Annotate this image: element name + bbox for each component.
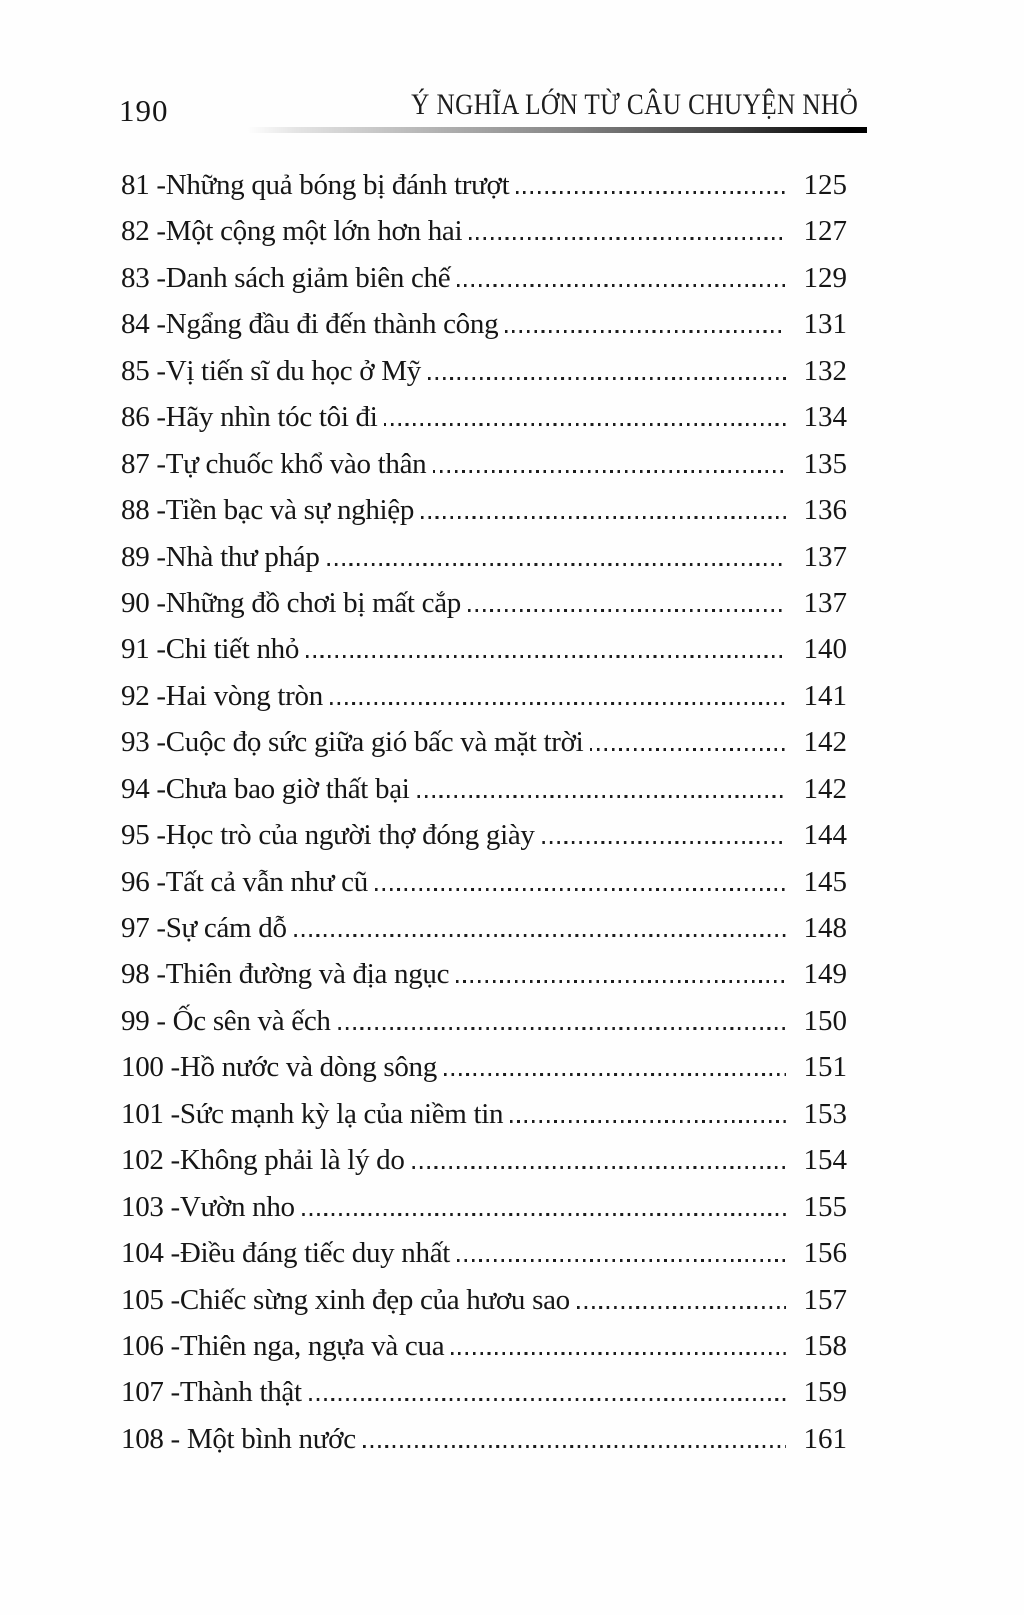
header-gradient-rule — [247, 127, 867, 133]
toc-entry-label: 108 - Một bình nước — [121, 1422, 356, 1455]
dot-leader — [338, 1027, 786, 1030]
toc-entry-page: 136 — [803, 494, 847, 527]
dot-leader — [468, 609, 786, 612]
toc-entry — [121, 535, 847, 581]
toc-entry — [121, 442, 847, 488]
toc-entry — [121, 349, 847, 395]
dot-leader — [294, 934, 786, 937]
toc-entry-page: 132 — [803, 354, 847, 387]
toc-entry-page: 135 — [803, 447, 847, 480]
toc-entry — [121, 906, 847, 952]
toc-entry-page: 137 — [803, 586, 847, 619]
toc-entry-label: 101 -Sức mạnh kỳ lạ của niềm tin — [121, 1097, 504, 1130]
running-head-title: Ý NGHĨA LỚN TỪ CÂU CHUYỆN NHỎ — [410, 88, 858, 121]
toc-entry-page: 129 — [803, 261, 847, 294]
toc-entry-label: 107 -Thành thật — [121, 1376, 302, 1409]
dot-leader — [505, 330, 786, 333]
toc-entry-page: 158 — [803, 1329, 847, 1362]
toc-entry — [121, 395, 847, 441]
toc-entry-label: 104 -Điều đáng tiếc duy nhất — [121, 1237, 451, 1270]
toc-entry-page: 161 — [803, 1422, 847, 1455]
toc-entry-page: 142 — [803, 726, 847, 759]
dot-leader — [302, 1213, 786, 1216]
toc-entry — [121, 1045, 847, 1091]
toc-entry — [121, 302, 847, 348]
toc-entry-page: 149 — [803, 958, 847, 991]
toc-entry-label: 89 -Nhà thư pháp — [121, 540, 320, 573]
toc-entry-page: 140 — [803, 633, 847, 666]
toc-entry-label: 102 -Không phải là lý do — [121, 1144, 405, 1177]
toc-entry — [121, 581, 847, 627]
toc-entry-page: 125 — [803, 169, 847, 201]
toc-entry-label: 96 -Tất cả vẫn như cũ — [121, 865, 368, 898]
toc-entry — [121, 813, 847, 859]
toc-entry-label: 87 -Tự chuốc khổ vào thân — [121, 447, 427, 480]
toc-entry — [121, 1324, 847, 1370]
toc-entry-label: 94 -Chưa bao giờ thất bại — [121, 772, 410, 805]
toc-entry-label: 81 -Những quả bóng bị đánh trượt — [121, 169, 510, 201]
toc-entry-label: 100 -Hồ nước và dòng sông — [121, 1051, 437, 1084]
toc-entry-label: 95 -Học trò của người thợ đóng giày — [121, 819, 535, 852]
toc-entry-page: 131 — [803, 308, 847, 341]
toc-entry — [121, 674, 847, 720]
toc-entry-label: 98 -Thiên đường và địa ngục — [121, 958, 450, 991]
toc-entry-page: 159 — [803, 1376, 847, 1409]
toc-entry-label: 105 -Chiếc sừng xinh đẹp của hươu sao — [121, 1283, 570, 1316]
dot-leader — [428, 377, 786, 380]
toc-entry-page: 137 — [803, 540, 847, 573]
dot-leader — [421, 516, 786, 519]
toc-entry — [121, 1092, 847, 1138]
dot-leader — [363, 1445, 786, 1448]
toc-entry-label: 85 -Vị tiến sĩ du học ở Mỹ — [121, 354, 421, 387]
toc-entry — [121, 999, 847, 1045]
toc-entry — [121, 488, 847, 534]
toc-entry — [121, 720, 847, 766]
toc-entry — [121, 1231, 847, 1277]
toc-entry-page: 144 — [803, 819, 847, 852]
toc-entry-page: 134 — [803, 401, 847, 434]
toc-entry — [121, 163, 847, 209]
toc-entry-label: 93 -Cuộc đọ sức giữa gió bấc và mặt trời — [121, 726, 584, 759]
toc-entry — [121, 860, 847, 906]
toc-entry-label: 88 -Tiền bạc và sự nghiệp — [121, 494, 415, 527]
dot-leader — [510, 1120, 786, 1123]
dot-leader — [384, 423, 786, 426]
toc-entry-label: 99 - Ốc sên và ếch — [121, 1004, 331, 1037]
toc-entry — [121, 1138, 847, 1184]
toc-entry-page: 157 — [803, 1283, 847, 1316]
toc-entry-label: 82 -Một cộng một lớn hơn hai — [121, 215, 463, 248]
toc-entry — [121, 1278, 847, 1324]
toc-entry-label: 84 -Ngẩng đầu đi đến thành công — [121, 308, 499, 341]
dot-leader — [542, 841, 786, 844]
toc-entry-label: 90 -Những đồ chơi bị mất cắp — [121, 586, 461, 619]
toc-entry-page: 142 — [803, 772, 847, 805]
page-number: 190 — [119, 93, 169, 128]
toc-entry-page: 151 — [803, 1051, 847, 1084]
toc-entry — [121, 1370, 847, 1416]
toc-entry — [121, 209, 847, 255]
dot-leader — [330, 702, 786, 705]
toc-entry — [121, 952, 847, 998]
toc-entry-page: 145 — [803, 865, 847, 898]
toc-entry-label: 103 -Vườn nho — [121, 1190, 295, 1223]
dot-leader — [433, 470, 786, 473]
dot-leader — [457, 284, 786, 287]
dot-leader — [516, 191, 786, 194]
dot-leader — [309, 1398, 786, 1401]
toc-entry-page: 148 — [803, 912, 847, 944]
dot-leader — [469, 237, 786, 240]
toc-entry — [121, 767, 847, 813]
toc-list — [121, 163, 847, 1463]
toc-entry-page: 155 — [803, 1190, 847, 1223]
toc-entry-page: 141 — [803, 679, 847, 712]
dot-leader — [444, 1073, 786, 1076]
dot-leader — [451, 1352, 786, 1355]
toc-entry — [121, 627, 847, 673]
toc-entry-label: 97 -Sự cám dỗ — [121, 912, 287, 944]
toc-entry-label: 86 -Hãy nhìn tóc tôi đi — [121, 401, 378, 434]
toc-entry-label: 83 -Danh sách giảm biên chế — [121, 261, 451, 294]
toc-entry-label: 92 -Hai vòng tròn — [121, 679, 323, 712]
toc-entry-page: 127 — [803, 215, 847, 248]
dot-leader — [577, 1306, 786, 1309]
dot-leader — [306, 655, 786, 658]
toc-entry-page: 154 — [803, 1144, 847, 1177]
toc-entry — [121, 256, 847, 302]
dot-leader — [457, 1259, 786, 1262]
dot-leader — [412, 1166, 786, 1169]
dot-leader — [417, 795, 786, 798]
dot-leader — [327, 563, 786, 566]
toc-entry-label: 106 -Thiên nga, ngựa và cua — [121, 1329, 445, 1362]
dot-leader — [375, 888, 786, 891]
dot-leader — [456, 980, 786, 983]
toc-entry-label: 91 -Chi tiết nhỏ — [121, 633, 300, 666]
toc-entry-page: 156 — [803, 1237, 847, 1270]
toc-entry-page: 153 — [803, 1097, 847, 1130]
toc-entry-page: 150 — [803, 1004, 847, 1037]
dot-leader — [590, 748, 786, 751]
toc-entry — [121, 1417, 847, 1463]
toc-entry — [121, 1185, 847, 1231]
